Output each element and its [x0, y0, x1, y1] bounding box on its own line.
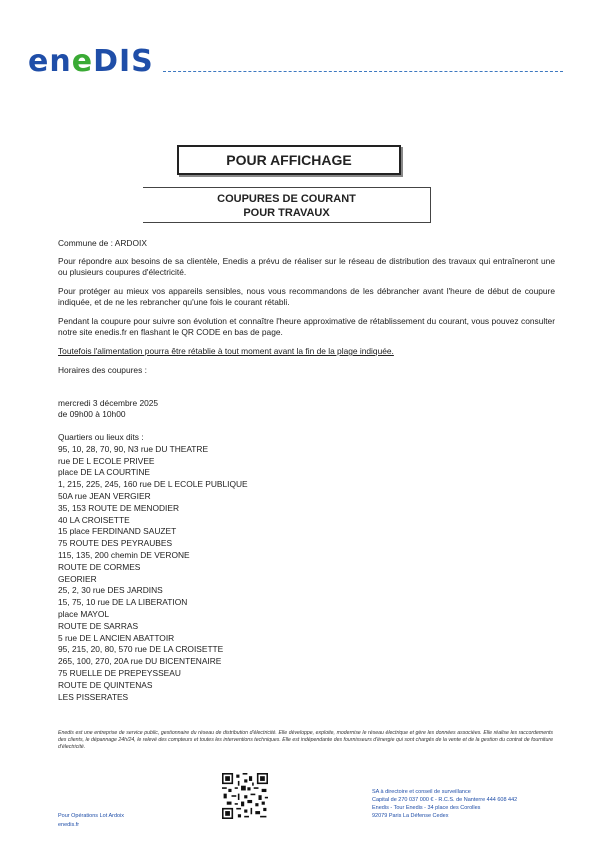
quartier-item: 95, 215, 20, 80, 570 rue DE LA CROISETTE — [58, 644, 224, 655]
footer-left — [58, 812, 124, 830]
quartier-item: 50A rue JEAN VERGIER — [58, 490, 151, 501]
horaires-label: Horaires des coupures : — [58, 365, 147, 375]
date-block — [58, 398, 555, 420]
quartier-item: place DE LA COURTINE — [58, 467, 151, 478]
quartier-item: ROUTE DE SARRAS — [58, 620, 139, 631]
paragraph-1: Pour répondre aux besoins de sa clientèle, Enedis a prévu de réaliser sur le réseau de distribution des travaux qui entraîneront une ou plusieurs coupures d'électricité. — [58, 256, 555, 277]
notice-body — [58, 238, 555, 703]
paragraph-2: Pour protéger au mieux vos appareils sensibles, nous vous recommandons de les débrancher avant l'heure de début de coupure indiquée, et de ne les rebrancher qu'une fois le courant rétabli. — [58, 286, 555, 307]
notice-title-line-1: COUPURES DE COURANT — [217, 193, 356, 205]
quartier-item: 15 place FERDINAND SAUZET — [58, 526, 177, 537]
footer-right-line-2: Capital de 270 037 000 € - R.C.S. de Nanterre 444 608 442 — [372, 797, 518, 803]
logo-part-3: DIS — [93, 44, 154, 79]
quartier-item: 5 rue DE L ANCIEN ABATTOIR — [58, 632, 175, 643]
paragraph-3: Pendant la coupure pour suivre son évolution et connaître l'heure approximative de rétablissement du courant, vous pouvez consulter notre site enedis.fr en flashant le QR CODE en bas de page. — [58, 316, 555, 337]
commune: Commune de : ARDOIX — [58, 238, 147, 248]
footer-right-line-4: 92079 Paris La Défense Cedex — [372, 813, 449, 819]
quartiers-list — [58, 444, 555, 704]
quartier-item: 40 LA CROISETTE — [58, 514, 130, 525]
footer-left-line-1: Pour Opérations Lot Ardoix — [58, 813, 125, 819]
logo-part-2: e — [71, 44, 94, 79]
footer-right-line-3: Enedis - Tour Enedis - 34 place des Corolles — [372, 805, 481, 811]
quartier-item: ROUTE DE CORMES — [58, 561, 141, 572]
quartier-item: 75 ROUTE DES PEYRAUBES — [58, 538, 173, 549]
quartier-item: LES PISSERATES — [58, 691, 129, 702]
paragraph-4: Toutefois l'alimentation pourra être rétablie à tout moment avant la fin de la plage indiquée. — [58, 346, 394, 356]
notice-title-box — [143, 187, 431, 223]
enedis-logo — [28, 44, 154, 79]
outage-date: mercredi 3 décembre 2025 — [58, 398, 159, 408]
quartier-item: 95, 10, 28, 70, 90, N3 rue DU THEATRE — [58, 443, 209, 454]
footer-website-link[interactable]: enedis.fr — [58, 822, 80, 828]
quartier-item: rue DE L ECOLE PRIVEE — [58, 455, 155, 466]
quartier-item: place MAYOL — [58, 608, 110, 619]
header-rule — [163, 71, 563, 72]
quartier-item: 115, 135, 200 chemin DE VERONE — [58, 549, 190, 560]
quartier-item: 35, 153 ROUTE DE MENODIER — [58, 502, 180, 513]
quartier-item: 265, 100, 270, 20A rue DU BICENTENAIRE — [58, 656, 222, 667]
qr-code-icon[interactable] — [222, 773, 268, 819]
outage-hours: de 09h00 à 10h00 — [58, 409, 126, 419]
footnote: Enedis est une entreprise de service public, gestionnaire du réseau de distribution d'électricité. Elle développe, exploite, modernise le réseau électrique et gère les données associées. Elle réalise les raccordements des clients, le dépannage 24h/24, le relevé des compteurs et toutes les interventions techniques. Elle est indépendante des fournisseurs d'énergie qui sont chargés de la vente et de la gestion du contrat de fourniture d'électricité. — [58, 730, 553, 750]
quartier-item: 75 RUELLE DE PREPEYSSEAU — [58, 667, 181, 678]
quartiers-label: Quartiers ou lieux dits : — [58, 432, 144, 442]
footer-right — [372, 788, 517, 820]
quartier-item: ROUTE DE QUINTENAS — [58, 679, 153, 690]
quartier-item: 25, 2, 30 rue DES JARDINS — [58, 585, 163, 596]
quartier-item: 15, 75, 10 rue DE LA LIBERATION — [58, 597, 188, 608]
logo-part-1: en — [28, 44, 72, 79]
quartier-item: 1, 215, 225, 245, 160 rue DE L ECOLE PUBLIQUE — [58, 479, 248, 490]
affichage-box: POUR AFFICHAGE — [177, 145, 401, 175]
footer-right-line-1: SA à directoire et conseil de surveillance — [372, 789, 471, 795]
notice-title-line-2: POUR TRAVAUX — [243, 207, 330, 219]
quartier-item: GEORIER — [58, 573, 97, 584]
